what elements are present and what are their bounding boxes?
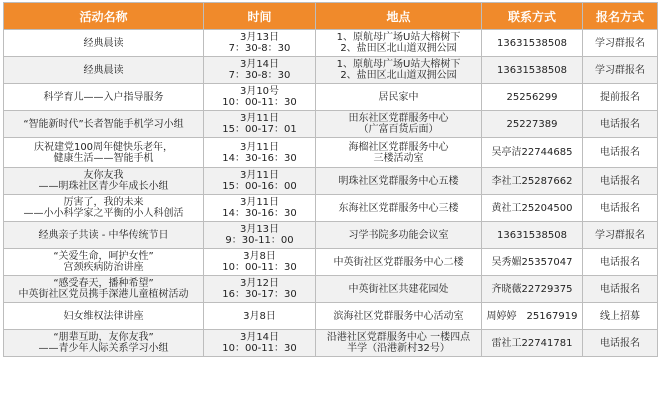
cell-time: [204, 57, 316, 84]
cell-text: 线上招募: [600, 310, 640, 322]
cell-text: 习学书院多功能会议室: [348, 229, 449, 241]
cell-signup: [583, 330, 658, 357]
cell-signup: [583, 195, 658, 222]
cell-text: 1、原航母广场U站大榕树下: [336, 59, 461, 70]
cell-text: 半学（沿港新村32号）: [347, 343, 450, 354]
cell-text: 东海社区党群服务中心三楼: [338, 202, 459, 214]
header-contact: 联系方式: [482, 3, 583, 30]
cell-text: 中英街社区党员携手深港儿童植树活动: [18, 289, 189, 300]
cell-contact: [482, 195, 583, 222]
cell-text: “朋辈互助，友你友我”: [53, 332, 154, 343]
cell-name: [4, 330, 204, 357]
cell-time: [204, 222, 316, 249]
cell-name: [4, 276, 204, 303]
header-row: [4, 3, 658, 30]
cell-text: 3月13日: [239, 32, 280, 43]
cell-text: 三楼活动室: [373, 152, 424, 164]
cell-name: [4, 303, 204, 330]
cell-text: 友你友我: [83, 170, 124, 181]
table-row: [4, 138, 658, 168]
cell-text: 吴秀媚25357047: [491, 256, 573, 268]
cell-signup: [583, 57, 658, 84]
cell-text: 电话报名: [600, 202, 640, 214]
cell-signup: [583, 222, 658, 249]
cell-text: 雷社工22741781: [491, 337, 573, 349]
cell-text: 13631538508: [497, 229, 567, 241]
cell-name: [4, 222, 204, 249]
cell-text: 居民家中: [378, 91, 419, 103]
cell-text: 学习群报名: [595, 229, 645, 241]
cell-place: [316, 84, 482, 111]
cell-signup: [583, 138, 658, 168]
cell-time: [204, 168, 316, 195]
cell-place: [316, 168, 482, 195]
cell-text: 14：30-16：30: [222, 152, 297, 164]
cell-text: 电话报名: [600, 147, 640, 158]
cell-text: “关爱生命，呵护女性”: [53, 251, 154, 262]
cell-time: [204, 249, 316, 276]
cell-text: 田东社区党群服务中心: [348, 113, 449, 124]
cell-text: 学习群报名: [595, 37, 645, 49]
cell-contact: [482, 276, 583, 303]
table-row: [4, 330, 658, 357]
cell-text: 厉害了，我的未来: [63, 197, 144, 208]
cell-text: 3月11日: [239, 170, 280, 181]
cell-place: [316, 330, 482, 357]
cell-time: [204, 30, 316, 57]
table-row: [4, 168, 658, 195]
cell-text: 滨海社区党群服务中心活动室: [333, 310, 464, 322]
cell-name: [4, 168, 204, 195]
cell-signup: [583, 276, 658, 303]
cell-text: 10：00-11：30: [222, 97, 297, 108]
cell-place: [316, 222, 482, 249]
table-row: [4, 195, 658, 222]
cell-name: [4, 30, 204, 57]
cell-time: [204, 111, 316, 138]
cell-text: “感受春天，播种希望”: [53, 278, 154, 289]
cell-text: 齐晓薇22729375: [491, 283, 573, 295]
cell-text: 庆祝建党100周年健快乐老年，: [33, 141, 174, 153]
cell-text: 周婷婷 25167919: [486, 310, 578, 322]
cell-signup: [583, 303, 658, 330]
cell-time: [204, 276, 316, 303]
cell-name: [4, 195, 204, 222]
cell-text: 10：00-11：30: [222, 262, 297, 273]
header-place: 地点: [316, 3, 482, 30]
cell-text: 25256299: [506, 91, 558, 103]
cell-contact: [482, 249, 583, 276]
cell-text: 3月11日: [239, 197, 280, 208]
cell-text: “智能新时代”长者智能手机学习小组: [23, 118, 184, 130]
cell-text: 宫颈疾病防治讲座: [63, 262, 144, 273]
table-row: [4, 276, 658, 303]
cell-signup: [583, 84, 658, 111]
cell-text: 2、盐田区北山道双拥公园: [340, 43, 457, 54]
cell-text: 15：00-17：01: [222, 124, 297, 135]
cell-text: 经典亲子共读 - 中华传统节日: [38, 229, 169, 241]
table-row: [4, 57, 658, 84]
cell-text: 健康生活——智能手机: [53, 152, 154, 164]
cell-text: 1、原航母广场U站大榕树下: [336, 32, 461, 43]
cell-text: 电话报名: [600, 283, 640, 295]
cell-name: [4, 249, 204, 276]
table-row: [4, 84, 658, 111]
cell-place: [316, 303, 482, 330]
header-signup: 报名方式: [583, 3, 658, 30]
table-row: [4, 30, 658, 57]
cell-text: 7：30-8：30: [228, 70, 291, 81]
cell-contact: [482, 168, 583, 195]
cell-contact: [482, 138, 583, 168]
cell-place: [316, 30, 482, 57]
cell-text: 明珠社区党群服务中心五楼: [338, 175, 459, 187]
cell-text: 沿港社区党群服务中心 一楼四点: [326, 332, 471, 343]
cell-name: [4, 57, 204, 84]
cell-text: 3月10号: [239, 86, 280, 97]
cell-text: ——明珠社区青少年成长小组: [38, 181, 169, 192]
cell-contact: [482, 57, 583, 84]
cell-text: 3月14日: [239, 59, 280, 70]
cell-signup: [583, 111, 658, 138]
schedule-table: [3, 2, 658, 357]
cell-text: 3月11日: [239, 141, 280, 153]
table-row: [4, 111, 658, 138]
cell-text: 吴亭洁22744685: [491, 147, 573, 158]
cell-text: 中英街社区共建花园处: [348, 283, 449, 295]
cell-text: 经典晨读: [83, 64, 124, 76]
cell-text: 电话报名: [600, 118, 640, 130]
cell-place: [316, 57, 482, 84]
cell-text: 电话报名: [600, 175, 640, 187]
cell-place: [316, 138, 482, 168]
cell-contact: [482, 111, 583, 138]
cell-text: 13631538508: [497, 37, 567, 49]
activity-schedule: [3, 2, 657, 357]
cell-signup: [583, 249, 658, 276]
cell-place: [316, 195, 482, 222]
cell-text: （广富百货后面）: [358, 124, 439, 135]
cell-text: 3月8日: [243, 310, 276, 322]
cell-text: 妇女维权法律讲座: [63, 310, 144, 322]
header-name: 活动名称: [4, 3, 204, 30]
cell-text: 13631538508: [497, 64, 567, 76]
cell-time: [204, 330, 316, 357]
cell-text: 黄社工25204500: [491, 202, 573, 214]
cell-text: 3月12日: [239, 278, 280, 289]
cell-text: ——小小科学家之平衡的小人科创活: [23, 208, 184, 219]
cell-text: 中英街社区党群服务中心二楼: [333, 256, 464, 268]
cell-text: 7：30-8：30: [228, 43, 291, 54]
table-body: [4, 30, 658, 357]
cell-time: [204, 138, 316, 168]
cell-text: 10：00-11：30: [222, 343, 297, 354]
cell-name: [4, 138, 204, 168]
cell-text: 2、盐田区北山道双拥公园: [340, 70, 457, 81]
cell-place: [316, 276, 482, 303]
cell-text: 电话报名: [600, 337, 640, 349]
cell-text: 电话报名: [600, 256, 640, 268]
cell-time: [204, 195, 316, 222]
cell-text: 海榴社区党群服务中心: [348, 141, 449, 153]
table-row: [4, 303, 658, 330]
cell-contact: [482, 303, 583, 330]
header-time: 时间: [204, 3, 316, 30]
cell-text: 3月8日: [243, 251, 276, 262]
cell-text: 3月13日: [239, 224, 280, 235]
cell-text: 3月14日: [239, 332, 280, 343]
cell-contact: [482, 222, 583, 249]
cell-name: [4, 84, 204, 111]
cell-text: ——青少年人际关系学习小组: [38, 343, 169, 354]
cell-text: 科学育儿——入户指导服务: [43, 91, 164, 103]
cell-text: 15：00-16：00: [222, 181, 297, 192]
cell-contact: [482, 84, 583, 111]
cell-text: 学习群报名: [595, 64, 645, 76]
cell-text: 25227389: [506, 118, 558, 130]
cell-contact: [482, 330, 583, 357]
cell-place: [316, 111, 482, 138]
cell-time: [204, 84, 316, 111]
cell-signup: [583, 168, 658, 195]
cell-name: [4, 111, 204, 138]
cell-text: 提前报名: [600, 91, 640, 103]
cell-text: 经典晨读: [83, 37, 124, 49]
cell-signup: [583, 30, 658, 57]
cell-text: 16：30-17：30: [222, 289, 297, 300]
cell-place: [316, 249, 482, 276]
cell-contact: [482, 30, 583, 57]
cell-text: 14：30-16：30: [222, 208, 297, 219]
cell-text: 3月11日: [239, 113, 280, 124]
cell-text: 9：30-11：00: [225, 235, 294, 246]
table-row: [4, 222, 658, 249]
cell-time: [204, 303, 316, 330]
cell-text: 李社工25287662: [491, 175, 573, 187]
table-row: [4, 249, 658, 276]
